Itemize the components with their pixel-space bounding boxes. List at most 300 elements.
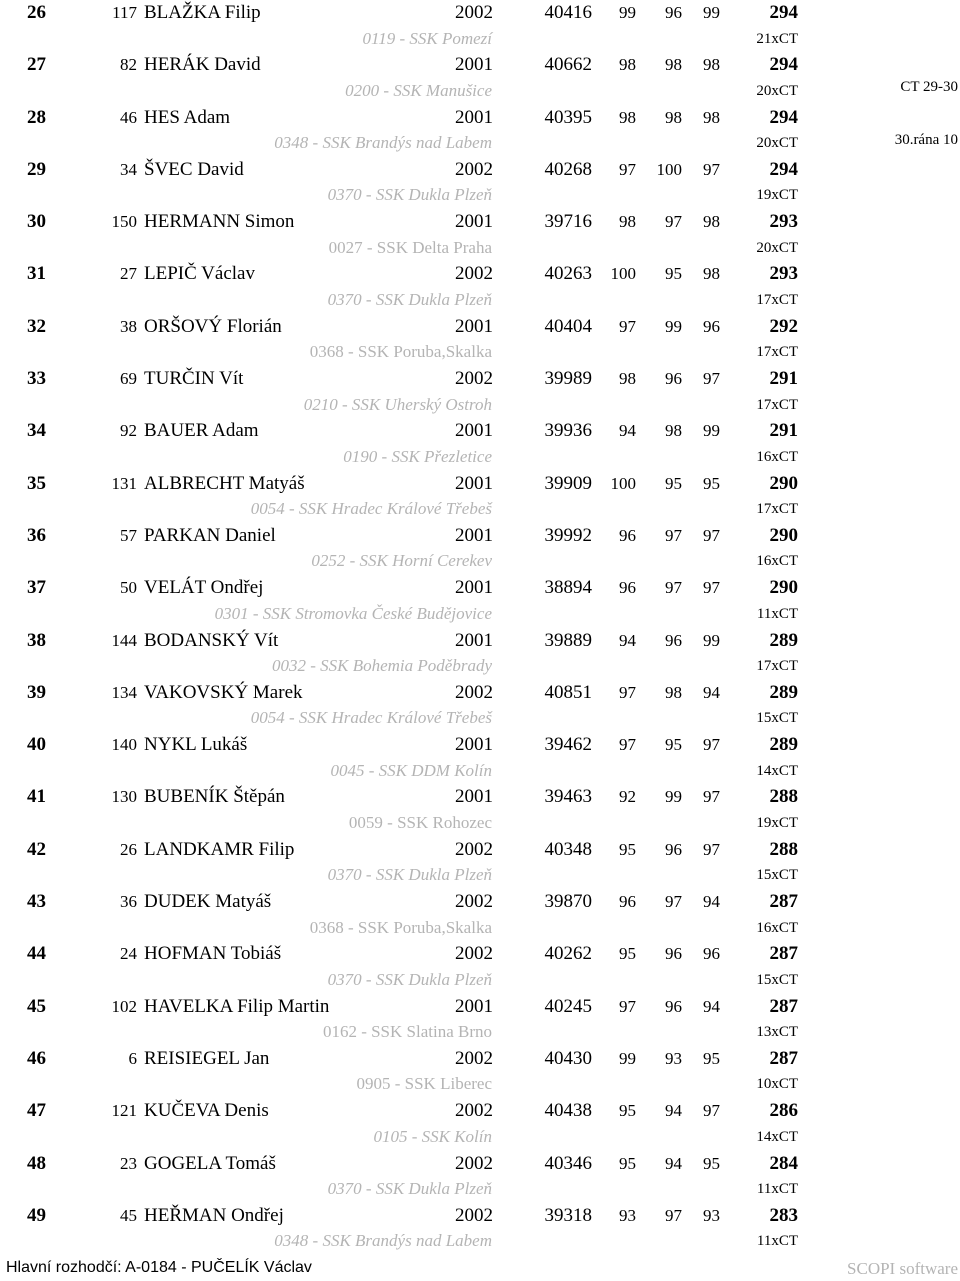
license-number: 40346 bbox=[544, 1152, 592, 1174]
center-ten-count: 21xCT bbox=[756, 30, 798, 47]
total-score: 289 bbox=[769, 629, 798, 651]
series-1-score: 99 bbox=[619, 3, 636, 22]
result-entry bbox=[0, 732, 960, 784]
start-number: 23 bbox=[120, 1153, 137, 1173]
center-ten-count: 14xCT bbox=[756, 762, 798, 779]
result-entry bbox=[0, 1151, 960, 1203]
club-row bbox=[0, 1228, 960, 1254]
series-2-score: 94 bbox=[665, 1101, 682, 1121]
rank: 34 bbox=[27, 420, 46, 442]
club-name: 0368 - SSK Poruba,Skalka bbox=[309, 342, 492, 362]
series-2-score: 98 bbox=[665, 55, 682, 75]
license-number: 39909 bbox=[544, 472, 592, 494]
series-1-score: 100 bbox=[610, 264, 636, 284]
club-name: 0301 - SSK Stromovka České Budějovice bbox=[214, 603, 492, 623]
club-name: 0162 - SSK Slatina Brno bbox=[322, 1022, 492, 1042]
series-2-score: 99 bbox=[665, 787, 682, 807]
series-3-score: 97 bbox=[703, 1101, 720, 1121]
total-score: 287 bbox=[769, 995, 798, 1017]
series-3-score: 97 bbox=[703, 578, 720, 598]
competitor-name: HERMANN Simon bbox=[144, 211, 295, 233]
software-credit: SCOPI software bbox=[847, 1259, 958, 1278]
series-3-score: 99 bbox=[703, 630, 720, 650]
license-number: 39992 bbox=[544, 524, 592, 546]
center-ten-count: 11xCT bbox=[756, 1233, 798, 1250]
series-2-score: 96 bbox=[665, 996, 682, 1016]
license-number: 40245 bbox=[544, 995, 592, 1017]
club-name: 0059 - SSK Rohozec bbox=[348, 812, 492, 832]
club-row bbox=[0, 1071, 960, 1097]
club-row bbox=[0, 26, 960, 52]
license-number: 40430 bbox=[544, 1047, 592, 1069]
total-score: 290 bbox=[769, 472, 798, 494]
club-name: 0905 - SSK Liberec bbox=[356, 1074, 492, 1094]
rank: 43 bbox=[27, 891, 46, 913]
result-entry bbox=[0, 837, 960, 889]
club-name: 0348 - SSK Brandýs nad Labem bbox=[274, 133, 492, 153]
club-row bbox=[0, 182, 960, 208]
license-number: 39462 bbox=[544, 734, 592, 756]
birth-year: 2002 bbox=[455, 891, 493, 913]
start-number: 92 bbox=[120, 421, 137, 441]
center-ten-count: 13xCT bbox=[756, 1024, 798, 1041]
license-number: 40395 bbox=[544, 106, 592, 128]
club-row bbox=[0, 653, 960, 679]
series-3-score: 99 bbox=[703, 3, 720, 22]
series-3-score: 98 bbox=[703, 212, 720, 232]
total-score: 289 bbox=[769, 734, 798, 756]
club-name: 0370 - SSK Dukla Plzeň bbox=[327, 185, 492, 205]
birth-year: 2001 bbox=[455, 577, 493, 599]
series-3-score: 94 bbox=[703, 892, 720, 912]
total-score: 291 bbox=[769, 368, 798, 390]
series-2-score: 97 bbox=[665, 212, 682, 232]
start-number: 140 bbox=[111, 735, 137, 755]
club-name: 0252 - SSK Horní Cerekev bbox=[311, 551, 492, 571]
rank: 33 bbox=[27, 368, 46, 390]
license-number: 39463 bbox=[544, 786, 592, 808]
result-entry bbox=[0, 1098, 960, 1150]
club-row bbox=[0, 78, 960, 104]
series-1-score: 92 bbox=[619, 787, 636, 807]
total-score: 289 bbox=[769, 681, 798, 703]
center-ten-count: 17xCT bbox=[756, 344, 798, 361]
center-ten-count: 10xCT bbox=[756, 1076, 798, 1093]
series-3-score: 94 bbox=[703, 996, 720, 1016]
rank: 29 bbox=[27, 158, 46, 180]
birth-year: 2001 bbox=[455, 315, 493, 337]
result-entry bbox=[0, 1046, 960, 1098]
center-ten-count: 15xCT bbox=[756, 867, 798, 884]
rank: 45 bbox=[27, 995, 46, 1017]
result-row bbox=[0, 105, 960, 131]
license-number: 40404 bbox=[544, 315, 592, 337]
series-3-score: 97 bbox=[703, 787, 720, 807]
club-name: 0045 - SSK DDM Kolín bbox=[330, 760, 492, 780]
series-2-score: 96 bbox=[665, 944, 682, 964]
series-1-score: 96 bbox=[619, 525, 636, 545]
rank: 44 bbox=[27, 943, 46, 965]
birth-year: 2001 bbox=[455, 786, 493, 808]
club-name: 0054 - SSK Hradec Králové Třebeš bbox=[250, 499, 492, 519]
result-row bbox=[0, 837, 960, 863]
competitor-name: LANDKAMR Filip bbox=[144, 838, 295, 860]
club-row bbox=[0, 915, 960, 941]
competitor-name: HES Adam bbox=[144, 106, 231, 128]
club-name: 0348 - SSK Brandýs nad Labem bbox=[274, 1231, 492, 1251]
result-entry bbox=[0, 0, 960, 52]
series-1-score: 97 bbox=[619, 682, 636, 702]
birth-year: 2002 bbox=[455, 1100, 493, 1122]
series-2-score: 98 bbox=[665, 421, 682, 441]
series-2-score: 96 bbox=[665, 630, 682, 650]
series-1-score: 98 bbox=[619, 107, 636, 127]
series-2-score: 97 bbox=[665, 1205, 682, 1225]
start-number: 134 bbox=[111, 682, 137, 702]
competitor-name: ORŠOVÝ Florián bbox=[144, 315, 282, 337]
start-number: 82 bbox=[120, 55, 137, 75]
series-3-score: 97 bbox=[703, 735, 720, 755]
center-ten-count: 11xCT bbox=[756, 1181, 798, 1198]
center-ten-count: 16xCT bbox=[756, 919, 798, 936]
competitor-name: BLAŽKA Filip bbox=[144, 2, 261, 23]
series-3-score: 94 bbox=[703, 682, 720, 702]
series-1-score: 95 bbox=[619, 839, 636, 859]
total-score: 292 bbox=[769, 315, 798, 337]
total-score: 287 bbox=[769, 1047, 798, 1069]
birth-year: 2001 bbox=[455, 420, 493, 442]
competitor-name: REISIEGEL Jan bbox=[144, 1047, 270, 1069]
series-1-score: 99 bbox=[619, 1048, 636, 1068]
competitor-name: PARKAN Daniel bbox=[144, 524, 276, 546]
rank: 30 bbox=[27, 211, 46, 233]
birth-year: 2002 bbox=[455, 838, 493, 860]
club-row bbox=[0, 758, 960, 784]
chief-referee: Hlavní rozhodčí: A-0184 - PUČELÍK Václav bbox=[6, 1259, 312, 1276]
series-2-score: 97 bbox=[665, 892, 682, 912]
start-number: 57 bbox=[120, 525, 137, 545]
start-number: 34 bbox=[120, 159, 137, 179]
total-score: 293 bbox=[769, 211, 798, 233]
license-number: 40263 bbox=[544, 263, 592, 285]
series-2-score: 96 bbox=[665, 839, 682, 859]
series-1-score: 96 bbox=[619, 578, 636, 598]
rank: 35 bbox=[27, 472, 46, 494]
birth-year: 2002 bbox=[455, 1204, 493, 1226]
club-name: 0105 - SSK Kolín bbox=[373, 1126, 492, 1146]
result-entry bbox=[0, 941, 960, 993]
start-number: 6 bbox=[128, 1048, 137, 1068]
series-3-score: 96 bbox=[703, 316, 720, 336]
club-name: 0368 - SSK Poruba,Skalka bbox=[309, 917, 492, 937]
result-entry bbox=[0, 52, 960, 104]
birth-year: 2001 bbox=[455, 211, 493, 233]
series-2-score: 96 bbox=[665, 3, 682, 22]
series-2-score: 98 bbox=[665, 682, 682, 702]
series-1-score: 94 bbox=[619, 630, 636, 650]
result-row bbox=[0, 784, 960, 810]
result-entry bbox=[0, 575, 960, 627]
result-entry bbox=[0, 523, 960, 575]
total-score: 283 bbox=[769, 1204, 798, 1226]
competitor-name: HAVELKA Filip Martin bbox=[144, 995, 330, 1017]
result-entry bbox=[0, 157, 960, 209]
club-name: 0370 - SSK Dukla Plzeň bbox=[327, 1179, 492, 1199]
series-3-score: 95 bbox=[703, 1048, 720, 1068]
birth-year: 2001 bbox=[455, 995, 493, 1017]
series-1-score: 97 bbox=[619, 996, 636, 1016]
club-name: 0027 - SSK Delta Praha bbox=[328, 237, 492, 257]
center-ten-count: 17xCT bbox=[756, 291, 798, 308]
series-1-score: 98 bbox=[619, 212, 636, 232]
total-score: 288 bbox=[769, 786, 798, 808]
series-1-score: 97 bbox=[619, 159, 636, 179]
series-2-score: 100 bbox=[656, 159, 682, 179]
competitor-name: VAKOVSKÝ Marek bbox=[144, 681, 303, 703]
competitor-name: BODANSKÝ Vít bbox=[144, 629, 279, 651]
birth-year: 2001 bbox=[455, 629, 493, 651]
series-1-score: 98 bbox=[619, 55, 636, 75]
competitor-name: ALBRECHT Matyáš bbox=[144, 472, 305, 494]
rank: 28 bbox=[27, 106, 46, 128]
license-number: 39889 bbox=[544, 629, 592, 651]
series-3-score: 98 bbox=[703, 55, 720, 75]
start-number: 117 bbox=[112, 3, 137, 22]
side-note-ct: CT 29-30 bbox=[900, 79, 958, 95]
birth-year: 2001 bbox=[455, 734, 493, 756]
result-entry bbox=[0, 994, 960, 1046]
center-ten-count: 15xCT bbox=[756, 710, 798, 727]
series-1-score: 95 bbox=[619, 1101, 636, 1121]
club-row bbox=[0, 392, 960, 418]
club-name: 0032 - SSK Bohemia Poděbrady bbox=[271, 656, 492, 676]
result-row bbox=[0, 680, 960, 706]
rank: 32 bbox=[27, 315, 46, 337]
result-row bbox=[0, 418, 960, 444]
total-score: 294 bbox=[769, 2, 798, 23]
competitor-name: DUDEK Matyáš bbox=[144, 891, 272, 913]
birth-year: 2002 bbox=[455, 943, 493, 965]
club-row bbox=[0, 496, 960, 522]
birth-year: 2002 bbox=[455, 368, 493, 390]
result-row bbox=[0, 1203, 960, 1229]
license-number: 40268 bbox=[544, 158, 592, 180]
competitor-name: HERÁK David bbox=[144, 54, 261, 76]
start-number: 36 bbox=[120, 892, 137, 912]
result-entry bbox=[0, 209, 960, 261]
center-ten-count: 19xCT bbox=[756, 814, 798, 831]
competitor-name: VELÁT Ondřej bbox=[144, 577, 264, 599]
series-1-score: 97 bbox=[619, 735, 636, 755]
series-2-score: 95 bbox=[665, 473, 682, 493]
series-2-score: 94 bbox=[665, 1153, 682, 1173]
club-name: 0210 - SSK Uherský Ostroh bbox=[303, 394, 492, 414]
result-row bbox=[0, 994, 960, 1020]
club-name: 0054 - SSK Hradec Králové Třebeš bbox=[250, 708, 492, 728]
start-number: 46 bbox=[120, 107, 137, 127]
result-row bbox=[0, 628, 960, 654]
series-1-score: 95 bbox=[619, 1153, 636, 1173]
start-number: 45 bbox=[120, 1205, 137, 1225]
total-score: 294 bbox=[769, 54, 798, 76]
series-3-score: 95 bbox=[703, 473, 720, 493]
start-number: 130 bbox=[111, 787, 137, 807]
birth-year: 2001 bbox=[455, 54, 493, 76]
start-number: 131 bbox=[111, 473, 137, 493]
center-ten-count: 11xCT bbox=[756, 605, 798, 622]
series-1-score: 95 bbox=[619, 944, 636, 964]
total-score: 288 bbox=[769, 838, 798, 860]
result-row bbox=[0, 314, 960, 340]
competitor-name: BUBENÍK Štěpán bbox=[144, 786, 285, 808]
total-score: 290 bbox=[769, 524, 798, 546]
result-entry bbox=[0, 314, 960, 366]
result-row bbox=[0, 261, 960, 287]
rank: 31 bbox=[27, 263, 46, 285]
start-number: 69 bbox=[120, 369, 137, 389]
series-1-score: 97 bbox=[619, 316, 636, 336]
result-entry bbox=[0, 471, 960, 523]
birth-year: 2001 bbox=[455, 472, 493, 494]
result-row bbox=[0, 1098, 960, 1124]
club-row bbox=[0, 287, 960, 313]
club-row bbox=[0, 862, 960, 888]
rank: 46 bbox=[27, 1047, 46, 1069]
series-3-score: 98 bbox=[703, 107, 720, 127]
club-name: 0370 - SSK Dukla Plzeň bbox=[327, 289, 492, 309]
license-number: 40262 bbox=[544, 943, 592, 965]
series-2-score: 97 bbox=[665, 525, 682, 545]
total-score: 294 bbox=[769, 158, 798, 180]
rank: 47 bbox=[27, 1100, 46, 1122]
license-number: 40348 bbox=[544, 838, 592, 860]
series-2-score: 95 bbox=[665, 735, 682, 755]
result-row bbox=[0, 575, 960, 601]
rank: 48 bbox=[27, 1152, 46, 1174]
birth-year: 2001 bbox=[455, 106, 493, 128]
start-number: 121 bbox=[111, 1101, 137, 1121]
result-row bbox=[0, 366, 960, 392]
club-row bbox=[0, 130, 960, 156]
start-number: 144 bbox=[111, 630, 137, 650]
license-number: 39989 bbox=[544, 368, 592, 390]
start-number: 38 bbox=[120, 316, 137, 336]
club-name: 0119 - SSK Pomezí bbox=[362, 28, 492, 48]
rank: 38 bbox=[27, 629, 46, 651]
club-row bbox=[0, 1176, 960, 1202]
total-score: 293 bbox=[769, 263, 798, 285]
series-2-score: 93 bbox=[665, 1048, 682, 1068]
rank: 36 bbox=[27, 524, 46, 546]
series-2-score: 96 bbox=[665, 369, 682, 389]
club-row bbox=[0, 967, 960, 993]
start-number: 150 bbox=[111, 212, 137, 232]
series-1-score: 98 bbox=[619, 369, 636, 389]
birth-year: 2001 bbox=[455, 524, 493, 546]
series-1-score: 96 bbox=[619, 892, 636, 912]
club-name: 0370 - SSK Dukla Plzeň bbox=[327, 865, 492, 885]
series-2-score: 95 bbox=[665, 264, 682, 284]
total-score: 287 bbox=[769, 891, 798, 913]
start-number: 24 bbox=[120, 944, 137, 964]
start-number: 102 bbox=[111, 996, 137, 1016]
result-row bbox=[0, 523, 960, 549]
series-3-score: 99 bbox=[703, 421, 720, 441]
series-3-score: 97 bbox=[703, 369, 720, 389]
center-ten-count: 20xCT bbox=[756, 239, 798, 256]
center-ten-count: 17xCT bbox=[756, 501, 798, 518]
birth-year: 2002 bbox=[455, 1047, 493, 1069]
result-row bbox=[0, 1151, 960, 1177]
result-entry bbox=[0, 889, 960, 941]
rank: 27 bbox=[27, 54, 46, 76]
total-score: 286 bbox=[769, 1100, 798, 1122]
center-ten-count: 15xCT bbox=[756, 971, 798, 988]
center-ten-count: 20xCT bbox=[756, 82, 798, 99]
license-number: 40416 bbox=[544, 2, 592, 23]
center-ten-count: 20xCT bbox=[756, 135, 798, 152]
total-score: 290 bbox=[769, 577, 798, 599]
result-entry bbox=[0, 680, 960, 732]
result-row bbox=[0, 889, 960, 915]
result-entry bbox=[0, 261, 960, 313]
club-row bbox=[0, 601, 960, 627]
series-3-score: 96 bbox=[703, 944, 720, 964]
total-score: 284 bbox=[769, 1152, 798, 1174]
result-row bbox=[0, 941, 960, 967]
rank: 41 bbox=[27, 786, 46, 808]
center-ten-count: 16xCT bbox=[756, 448, 798, 465]
license-number: 40662 bbox=[544, 54, 592, 76]
total-score: 287 bbox=[769, 943, 798, 965]
rank: 39 bbox=[27, 681, 46, 703]
series-1-score: 93 bbox=[619, 1205, 636, 1225]
result-entry bbox=[0, 418, 960, 470]
club-name: 0370 - SSK Dukla Plzeň bbox=[327, 969, 492, 989]
center-ten-count: 17xCT bbox=[756, 658, 798, 675]
result-entry bbox=[0, 1203, 960, 1255]
club-name: 0190 - SSK Přezletice bbox=[343, 446, 492, 466]
competitor-name: HOFMAN Tobiáš bbox=[144, 943, 282, 965]
license-number: 40438 bbox=[544, 1100, 592, 1122]
club-row bbox=[0, 810, 960, 836]
license-number: 39716 bbox=[544, 211, 592, 233]
club-row bbox=[0, 1124, 960, 1150]
birth-year: 2002 bbox=[455, 681, 493, 703]
center-ten-count: 17xCT bbox=[756, 396, 798, 413]
center-ten-count: 19xCT bbox=[756, 187, 798, 204]
series-2-score: 98 bbox=[665, 107, 682, 127]
license-number: 39936 bbox=[544, 420, 592, 442]
series-3-score: 97 bbox=[703, 159, 720, 179]
result-row bbox=[0, 0, 960, 26]
competitor-name: BAUER Adam bbox=[144, 420, 259, 442]
rank: 49 bbox=[27, 1204, 46, 1226]
series-3-score: 97 bbox=[703, 839, 720, 859]
competitor-name: NYKL Lukáš bbox=[144, 734, 248, 756]
competitor-name: ŠVEC David bbox=[144, 158, 244, 180]
license-number: 39318 bbox=[544, 1204, 592, 1226]
result-row bbox=[0, 732, 960, 758]
competitor-name: GOGELA Tomáš bbox=[144, 1152, 276, 1174]
competitor-name: TURČIN Vít bbox=[144, 368, 244, 390]
rank: 40 bbox=[27, 734, 46, 756]
rank: 42 bbox=[27, 838, 46, 860]
start-number: 50 bbox=[120, 578, 137, 598]
series-3-score: 93 bbox=[703, 1205, 720, 1225]
result-entry bbox=[0, 628, 960, 680]
club-row bbox=[0, 1019, 960, 1045]
